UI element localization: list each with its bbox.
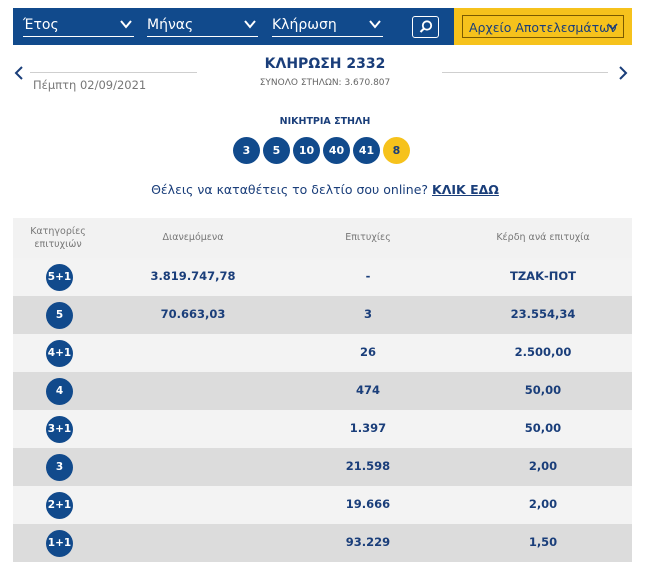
chevron-down-icon bbox=[369, 19, 381, 29]
winning-number-ball: 5 bbox=[263, 137, 290, 164]
divider-left bbox=[30, 72, 197, 73]
year-dropdown-label: Έτος bbox=[23, 17, 59, 33]
winning-number-ball: 41 bbox=[353, 137, 380, 164]
prize-cell: 1,50 bbox=[528, 535, 558, 549]
table-row bbox=[13, 372, 632, 410]
archive-label: Αρχείο Αποτελεσμάτων bbox=[469, 20, 617, 35]
prize-cell: 50,00 bbox=[524, 383, 562, 397]
draw-dropdown-label: Κλήρωση bbox=[272, 17, 337, 33]
distributed-cell: 3.819.747,78 bbox=[150, 269, 236, 283]
next-draw-arrow-icon[interactable] bbox=[618, 66, 628, 80]
table-row bbox=[13, 524, 632, 562]
click-here-link[interactable]: ΚΛΙΚ ΕΔΩ bbox=[432, 182, 499, 197]
wins-cell: 93.229 bbox=[345, 535, 391, 549]
winning-number-ball: 10 bbox=[293, 137, 320, 164]
category-badge: 4 bbox=[46, 378, 73, 405]
category-badge: 3+1 bbox=[46, 416, 73, 443]
dropdown-underline bbox=[23, 36, 134, 37]
draw-title: ΚΛΗΡΩΣΗ 2332 bbox=[264, 56, 386, 72]
month-dropdown-label: Μήνας bbox=[147, 17, 194, 33]
wins-cell: 21.598 bbox=[345, 459, 391, 473]
header-category-line2: επιτυχιών bbox=[34, 239, 82, 250]
header-wins: Επιτυχίες bbox=[345, 232, 391, 243]
prize-cell: 50,00 bbox=[524, 421, 562, 435]
category-badge: 1+1 bbox=[46, 530, 73, 557]
table-header bbox=[13, 218, 632, 258]
year-dropdown[interactable] bbox=[23, 8, 134, 45]
table-row bbox=[13, 410, 632, 448]
divider-right bbox=[442, 72, 608, 73]
draw-dropdown[interactable] bbox=[272, 8, 383, 45]
table-row bbox=[13, 296, 632, 334]
prize-cell: 2,00 bbox=[528, 497, 558, 511]
archive-button[interactable] bbox=[454, 8, 632, 45]
winning-column-title: ΝΙΚΗΤΡΙΑ ΣΤΗΛΗ bbox=[279, 116, 371, 127]
winning-number-ball: 3 bbox=[233, 137, 260, 164]
chevron-down-icon bbox=[120, 19, 132, 29]
header-distributed: Διανεμόμενα bbox=[162, 232, 224, 243]
prize-cell: 2,00 bbox=[528, 459, 558, 473]
table-row bbox=[13, 448, 632, 486]
category-badge: 3 bbox=[46, 454, 73, 481]
header-category bbox=[23, 225, 93, 251]
filter-bar bbox=[13, 8, 632, 45]
joker-number-ball: 8 bbox=[383, 137, 410, 164]
category-badge: 4+1 bbox=[46, 340, 73, 367]
table-row bbox=[13, 334, 632, 372]
month-dropdown[interactable] bbox=[147, 8, 258, 45]
wins-cell: - bbox=[365, 269, 371, 283]
chevron-down-icon bbox=[607, 22, 618, 31]
category-badge: 2+1 bbox=[46, 492, 73, 519]
wins-cell: 474 bbox=[355, 383, 380, 397]
wins-cell: 1.397 bbox=[349, 421, 387, 435]
online-promo-text: Θέλεις να καταθέτεις το δελτίο σου online? bbox=[151, 182, 429, 197]
prize-cell: 2.500,00 bbox=[514, 345, 572, 359]
winning-number-ball: 40 bbox=[323, 137, 350, 164]
search-icon bbox=[413, 17, 438, 37]
dropdown-underline bbox=[147, 36, 258, 37]
prize-cell: 23.554,34 bbox=[510, 307, 576, 321]
table-row bbox=[13, 258, 632, 296]
draw-date: Πέμπτη 02/09/2021 bbox=[33, 78, 147, 92]
prize-cell: ΤΖΑΚ-ΠΟΤ bbox=[509, 269, 576, 283]
chevron-down-icon bbox=[244, 19, 256, 29]
archive-dropdown[interactable] bbox=[462, 15, 624, 38]
wins-cell: 26 bbox=[359, 345, 376, 359]
online-promo bbox=[0, 182, 650, 197]
category-badge: 5+1 bbox=[46, 264, 73, 291]
table-row bbox=[13, 486, 632, 524]
header-category-line1: Κατηγορίες bbox=[30, 226, 86, 237]
header-prize: Κέρδη ανά επιτυχία bbox=[496, 232, 590, 243]
wins-cell: 19.666 bbox=[345, 497, 391, 511]
search-button[interactable] bbox=[412, 16, 439, 38]
distributed-cell: 70.663,03 bbox=[160, 307, 226, 321]
wins-cell: 3 bbox=[363, 307, 372, 321]
total-columns: ΣΥΝΟΛΟ ΣΤΗΛΩΝ: 3.670.807 bbox=[259, 78, 391, 88]
category-badge: 5 bbox=[46, 302, 73, 329]
dropdown-underline bbox=[272, 36, 383, 37]
